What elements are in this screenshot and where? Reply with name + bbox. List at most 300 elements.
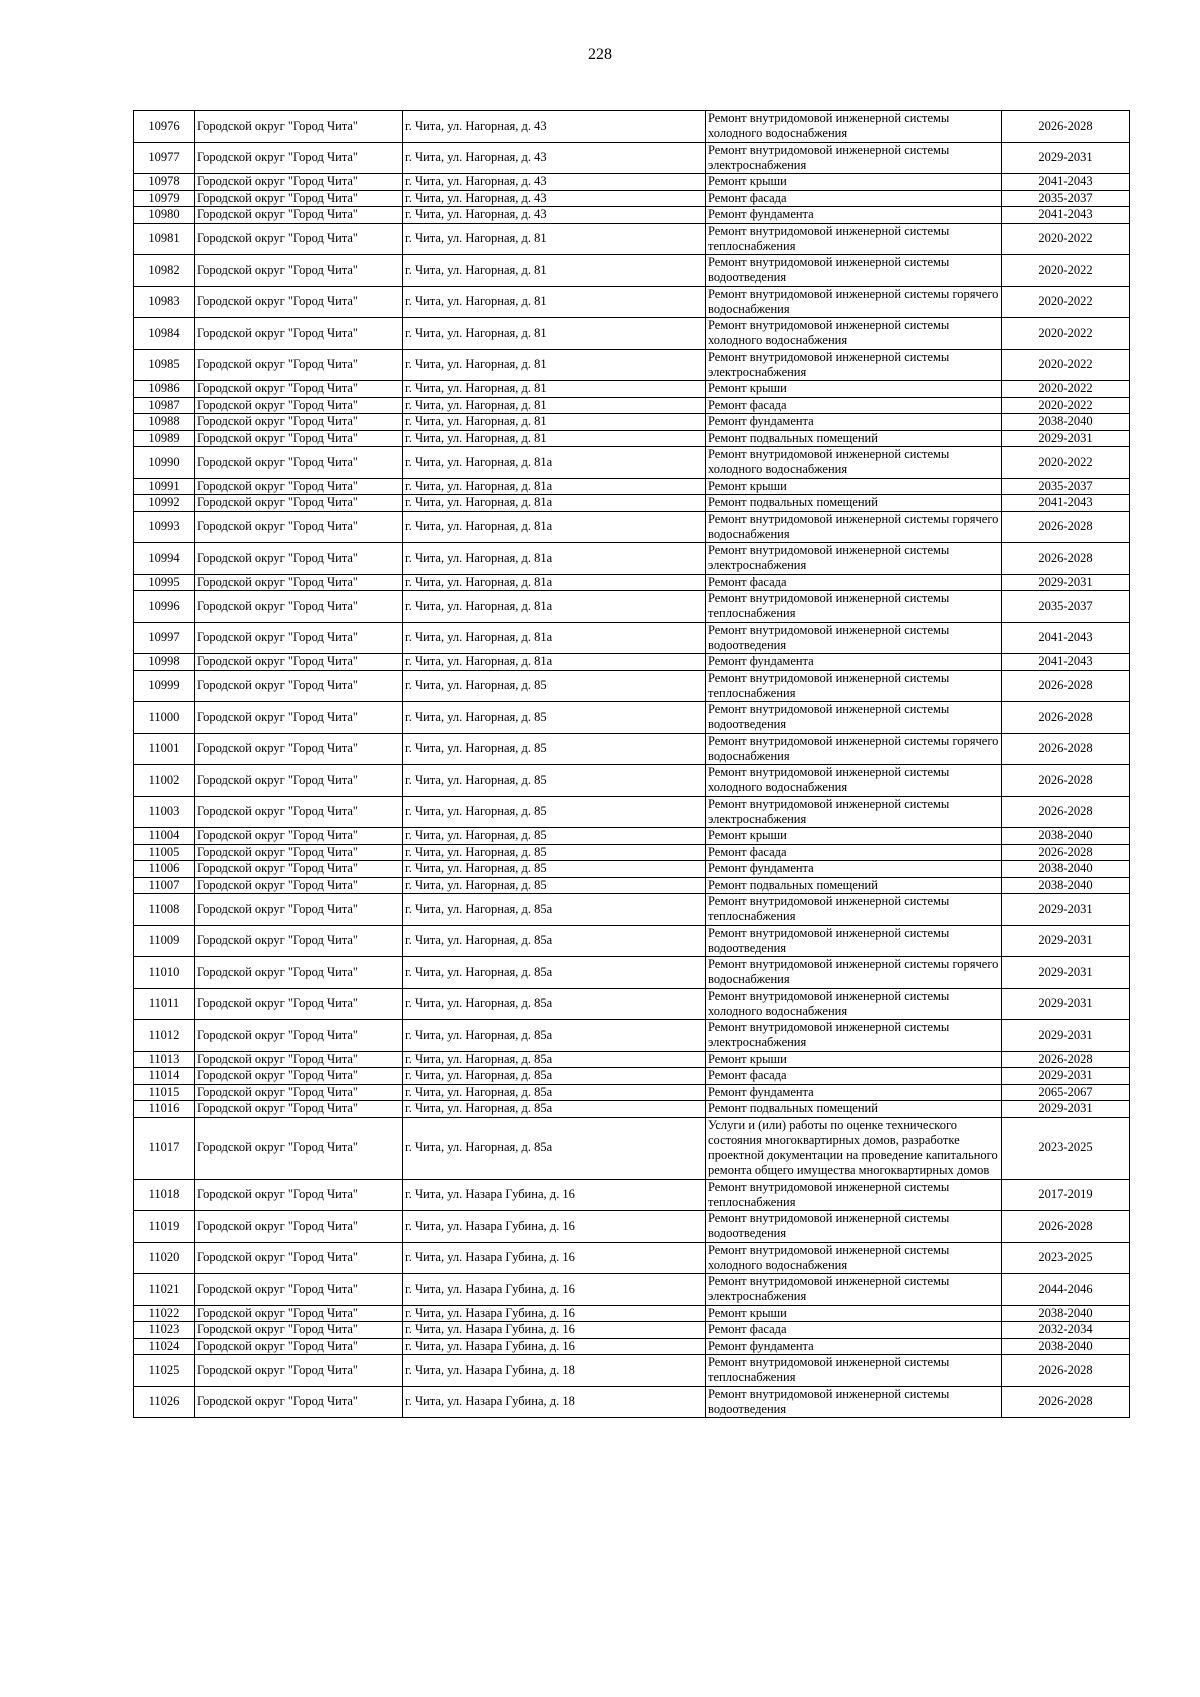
address-cell: г. Чита, ул. Нагорная, д. 85 [403,765,706,797]
period-cell: 2065-2067 [1002,1084,1130,1101]
row-number-cell: 10996 [134,591,195,623]
address-cell: г. Чита, ул. Нагорная, д. 81а [403,511,706,543]
municipality-cell: Городской округ "Город Чита" [195,1179,403,1211]
table-row [134,478,1130,495]
municipality-cell: Городской округ "Город Чита" [195,1242,403,1274]
address-cell: г. Чита, ул. Нагорная, д. 81а [403,622,706,654]
municipality-cell: Городской округ "Город Чита" [195,397,403,414]
work-type-cell: Ремонт внутридомовой инженерной системы теплоснабжения [706,1355,1002,1387]
municipality-cell: Городской округ "Город Чита" [195,670,403,702]
address-cell: г. Чита, ул. Нагорная, д. 81 [403,286,706,318]
work-type-cell: Ремонт внутридомовой инженерной системы электроснабжения [706,796,1002,828]
row-number-cell: 11011 [134,988,195,1020]
municipality-cell: Городской округ "Город Чита" [195,511,403,543]
municipality-cell: Городской округ "Город Чита" [195,828,403,845]
address-cell: г. Чита, ул. Нагорная, д. 85 [403,796,706,828]
work-type-cell: Ремонт внутридомовой инженерной системы водоотведения [706,622,1002,654]
table-row [134,543,1130,575]
period-cell: 2029-2031 [1002,142,1130,174]
row-number-cell: 10976 [134,111,195,143]
table-row [134,1211,1130,1243]
table-row [134,877,1130,894]
municipality-cell: Городской округ "Город Чита" [195,1051,403,1068]
row-number-cell: 10980 [134,207,195,224]
period-cell: 2029-2031 [1002,957,1130,989]
row-number-cell: 10999 [134,670,195,702]
municipality-cell: Городской округ "Город Чита" [195,286,403,318]
period-cell: 2026-2028 [1002,1211,1130,1243]
work-type-cell: Ремонт фундамента [706,414,1002,431]
work-type-cell: Ремонт внутридомовой инженерной системы горячего водоснабжения [706,957,1002,989]
municipality-cell: Городской округ "Город Чита" [195,1355,403,1387]
row-number-cell: 10978 [134,174,195,191]
municipality-cell: Городской округ "Город Чита" [195,478,403,495]
period-cell: 2026-2028 [1002,702,1130,734]
row-number-cell: 11007 [134,877,195,894]
address-cell: г. Чита, ул. Нагорная, д. 43 [403,207,706,224]
work-type-cell: Ремонт фундамента [706,1338,1002,1355]
work-type-cell: Ремонт внутридомовой инженерной системы холодного водоснабжения [706,318,1002,350]
work-type-cell: Ремонт фасада [706,397,1002,414]
period-cell: 2035-2037 [1002,190,1130,207]
address-cell: г. Чита, ул. Нагорная, д. 85а [403,1101,706,1118]
row-number-cell: 10981 [134,223,195,255]
period-cell: 2020-2022 [1002,286,1130,318]
period-cell: 2029-2031 [1002,925,1130,957]
address-cell: г. Чита, ул. Нагорная, д. 85а [403,988,706,1020]
table-row [134,1068,1130,1085]
address-cell: г. Чита, ул. Нагорная, д. 85а [403,1020,706,1052]
table-row [134,1386,1130,1418]
address-cell: г. Чита, ул. Нагорная, д. 85 [403,670,706,702]
period-cell: 2044-2046 [1002,1274,1130,1306]
row-number-cell: 10986 [134,381,195,398]
table-body [134,111,1130,1418]
period-cell: 2020-2022 [1002,349,1130,381]
municipality-cell: Городской округ "Город Чита" [195,1322,403,1339]
table-row [134,1355,1130,1387]
address-cell: г. Чита, ул. Нагорная, д. 81 [403,397,706,414]
table-row [134,654,1130,671]
period-cell: 2020-2022 [1002,255,1130,287]
page-number: 228 [588,46,612,63]
address-cell: г. Чита, ул. Назара Губина, д. 16 [403,1242,706,1274]
row-number-cell: 11017 [134,1117,195,1179]
period-cell: 2020-2022 [1002,381,1130,398]
work-type-cell: Ремонт внутридомовой инженерной системы водоотведения [706,1386,1002,1418]
period-cell: 2026-2028 [1002,670,1130,702]
table-row [134,844,1130,861]
work-type-cell: Ремонт внутридомовой инженерной системы горячего водоснабжения [706,733,1002,765]
address-cell: г. Чита, ул. Нагорная, д. 81а [403,447,706,479]
address-cell: г. Чита, ул. Назара Губина, д. 16 [403,1274,706,1306]
municipality-cell: Городской округ "Город Чита" [195,207,403,224]
row-number-cell: 10985 [134,349,195,381]
table-row [134,796,1130,828]
municipality-cell: Городской округ "Город Чита" [195,574,403,591]
period-cell: 2035-2037 [1002,478,1130,495]
row-number-cell: 11004 [134,828,195,845]
table-row [134,142,1130,174]
address-cell: г. Чита, ул. Нагорная, д. 81а [403,591,706,623]
row-number-cell: 11026 [134,1386,195,1418]
period-cell: 2023-2025 [1002,1242,1130,1274]
address-cell: г. Чита, ул. Нагорная, д. 85 [403,861,706,878]
municipality-cell: Городской округ "Город Чита" [195,844,403,861]
row-number-cell: 10982 [134,255,195,287]
table-row [134,1322,1130,1339]
table-row [134,591,1130,623]
period-cell: 2029-2031 [1002,430,1130,447]
table-row [134,447,1130,479]
municipality-cell: Городской округ "Город Чита" [195,1084,403,1101]
municipality-cell: Городской округ "Город Чита" [195,1338,403,1355]
period-cell: 2038-2040 [1002,1305,1130,1322]
table-row [134,223,1130,255]
work-type-cell: Ремонт крыши [706,478,1002,495]
work-type-cell: Ремонт подвальных помещений [706,495,1002,512]
work-type-cell: Ремонт внутридомовой инженерной системы электроснабжения [706,349,1002,381]
period-cell: 2026-2028 [1002,511,1130,543]
table-row [134,861,1130,878]
address-cell: г. Чита, ул. Нагорная, д. 85а [403,1068,706,1085]
municipality-cell: Городской округ "Город Чита" [195,796,403,828]
table-row [134,255,1130,287]
address-cell: г. Чита, ул. Нагорная, д. 85 [403,828,706,845]
municipality-cell: Городской округ "Город Чита" [195,414,403,431]
table-row [134,1117,1130,1179]
table-row [134,1020,1130,1052]
period-cell: 2020-2022 [1002,223,1130,255]
table-row [134,1305,1130,1322]
work-type-cell: Ремонт внутридомовой инженерной системы холодного водоснабжения [706,447,1002,479]
row-number-cell: 11012 [134,1020,195,1052]
row-number-cell: 11023 [134,1322,195,1339]
municipality-cell: Городской округ "Город Чита" [195,430,403,447]
row-number-cell: 10983 [134,286,195,318]
period-cell: 2038-2040 [1002,1338,1130,1355]
address-cell: г. Чита, ул. Нагорная, д. 43 [403,142,706,174]
work-type-cell: Услуги и (или) работы по оценке технического состояния многоквартирных домов, разработке проектной документации на проведение капитального ремонта общего имущества многоквартирных домов [706,1117,1002,1179]
municipality-cell: Городской округ "Город Чита" [195,381,403,398]
work-type-cell: Ремонт крыши [706,1051,1002,1068]
address-cell: г. Чита, ул. Нагорная, д. 85а [403,894,706,926]
table-row [134,111,1130,143]
period-cell: 2026-2028 [1002,733,1130,765]
table-row [134,702,1130,734]
work-type-cell: Ремонт подвальных помещений [706,1101,1002,1118]
period-cell: 2041-2043 [1002,622,1130,654]
work-type-cell: Ремонт внутридомовой инженерной системы холодного водоснабжения [706,765,1002,797]
period-cell: 2029-2031 [1002,1101,1130,1118]
address-cell: г. Чита, ул. Нагорная, д. 81а [403,654,706,671]
address-cell: г. Чита, ул. Назара Губина, д. 16 [403,1211,706,1243]
period-cell: 2041-2043 [1002,495,1130,512]
work-type-cell: Ремонт внутридомовой инженерной системы водоотведения [706,702,1002,734]
municipality-cell: Городской округ "Город Чита" [195,174,403,191]
address-cell: г. Чита, ул. Нагорная, д. 81а [403,574,706,591]
table-row [134,318,1130,350]
row-number-cell: 11019 [134,1211,195,1243]
address-cell: г. Чита, ул. Нагорная, д. 85 [403,702,706,734]
row-number-cell: 11022 [134,1305,195,1322]
work-type-cell: Ремонт внутридомовой инженерной системы холодного водоснабжения [706,1242,1002,1274]
address-cell: г. Чита, ул. Нагорная, д. 85а [403,957,706,989]
work-type-cell: Ремонт внутридомовой инженерной системы водоотведения [706,925,1002,957]
row-number-cell: 10989 [134,430,195,447]
table-row [134,1101,1130,1118]
period-cell: 2038-2040 [1002,861,1130,878]
period-cell: 2029-2031 [1002,574,1130,591]
municipality-cell: Городской округ "Город Чита" [195,1386,403,1418]
municipality-cell: Городской округ "Город Чита" [195,1305,403,1322]
municipality-cell: Городской округ "Город Чита" [195,142,403,174]
row-number-cell: 11024 [134,1338,195,1355]
table-row [134,1051,1130,1068]
work-type-cell: Ремонт внутридомовой инженерной системы электроснабжения [706,543,1002,575]
row-number-cell: 11015 [134,1084,195,1101]
row-number-cell: 10993 [134,511,195,543]
municipality-cell: Городской округ "Город Чита" [195,877,403,894]
address-cell: г. Чита, ул. Нагорная, д. 81а [403,478,706,495]
row-number-cell: 11021 [134,1274,195,1306]
municipality-cell: Городской округ "Город Чита" [195,447,403,479]
work-type-cell: Ремонт фундамента [706,654,1002,671]
period-cell: 2041-2043 [1002,654,1130,671]
work-type-cell: Ремонт фасада [706,574,1002,591]
municipality-cell: Городской округ "Город Чита" [195,957,403,989]
table-row [134,1338,1130,1355]
work-type-cell: Ремонт фундамента [706,1084,1002,1101]
address-cell: г. Чита, ул. Нагорная, д. 81 [403,318,706,350]
period-cell: 2029-2031 [1002,988,1130,1020]
row-number-cell: 11002 [134,765,195,797]
period-cell: 2026-2028 [1002,1355,1130,1387]
row-number-cell: 10984 [134,318,195,350]
table-row [134,670,1130,702]
table-row [134,190,1130,207]
municipality-cell: Городской округ "Город Чита" [195,654,403,671]
period-cell: 2038-2040 [1002,414,1130,431]
table-row [134,733,1130,765]
table-row [134,207,1130,224]
table-row [134,1084,1130,1101]
row-number-cell: 10995 [134,574,195,591]
municipality-cell: Городской округ "Город Чита" [195,1068,403,1085]
period-cell: 2026-2028 [1002,1051,1130,1068]
work-type-cell: Ремонт внутридомовой инженерной системы водоотведения [706,1211,1002,1243]
table-row [134,349,1130,381]
address-cell: г. Чита, ул. Нагорная, д. 81 [403,349,706,381]
address-cell: г. Чита, ул. Нагорная, д. 81 [403,223,706,255]
address-cell: г. Чита, ул. Нагорная, д. 43 [403,190,706,207]
work-type-cell: Ремонт внутридомовой инженерной системы теплоснабжения [706,591,1002,623]
period-cell: 2026-2028 [1002,765,1130,797]
row-number-cell: 10998 [134,654,195,671]
table-row [134,511,1130,543]
row-number-cell: 10994 [134,543,195,575]
work-type-cell: Ремонт фасада [706,190,1002,207]
address-cell: г. Чита, ул. Нагорная, д. 81 [403,255,706,287]
municipality-cell: Городской округ "Город Чита" [195,733,403,765]
address-cell: г. Чита, ул. Нагорная, д. 85а [403,1117,706,1179]
table-row [134,574,1130,591]
period-cell: 2026-2028 [1002,543,1130,575]
work-type-cell: Ремонт внутридомовой инженерной системы теплоснабжения [706,223,1002,255]
address-cell: г. Чита, ул. Назара Губина, д. 16 [403,1322,706,1339]
period-cell: 2038-2040 [1002,877,1130,894]
row-number-cell: 11014 [134,1068,195,1085]
table-row [134,828,1130,845]
address-cell: г. Чита, ул. Назара Губина, д. 18 [403,1355,706,1387]
row-number-cell: 10977 [134,142,195,174]
period-cell: 2023-2025 [1002,1117,1130,1179]
address-cell: г. Чита, ул. Нагорная, д. 43 [403,174,706,191]
work-type-cell: Ремонт внутридомовой инженерной системы водоотведения [706,255,1002,287]
table-row [134,430,1130,447]
table-row [134,495,1130,512]
table-row [134,381,1130,398]
municipality-cell: Городской округ "Город Чита" [195,1101,403,1118]
address-cell: г. Чита, ул. Назара Губина, д. 16 [403,1338,706,1355]
table-row [134,622,1130,654]
table-row [134,1274,1130,1306]
work-type-cell: Ремонт внутридомовой инженерной системы электроснабжения [706,142,1002,174]
row-number-cell: 11008 [134,894,195,926]
municipality-cell: Городской округ "Город Чита" [195,765,403,797]
municipality-cell: Городской округ "Город Чита" [195,702,403,734]
work-type-cell: Ремонт крыши [706,1305,1002,1322]
row-number-cell: 10979 [134,190,195,207]
row-number-cell: 11025 [134,1355,195,1387]
period-cell: 2029-2031 [1002,894,1130,926]
period-cell: 2026-2028 [1002,1386,1130,1418]
municipality-cell: Городской округ "Город Чита" [195,543,403,575]
work-type-cell: Ремонт подвальных помещений [706,877,1002,894]
address-cell: г. Чита, ул. Нагорная, д. 85 [403,877,706,894]
row-number-cell: 10991 [134,478,195,495]
table-row [134,286,1130,318]
table-row [134,957,1130,989]
period-cell: 2038-2040 [1002,828,1130,845]
municipality-cell: Городской округ "Город Чита" [195,495,403,512]
municipality-cell: Городской округ "Город Чита" [195,349,403,381]
municipality-cell: Городской округ "Город Чита" [195,988,403,1020]
municipality-cell: Городской округ "Город Чита" [195,1020,403,1052]
table-row [134,765,1130,797]
municipality-cell: Городской округ "Город Чита" [195,223,403,255]
row-number-cell: 11006 [134,861,195,878]
table-row [134,894,1130,926]
address-cell: г. Чита, ул. Нагорная, д. 81 [403,430,706,447]
municipality-cell: Городской округ "Город Чита" [195,111,403,143]
row-number-cell: 10992 [134,495,195,512]
table-row [134,174,1130,191]
address-cell: г. Чита, ул. Назара Губина, д. 18 [403,1386,706,1418]
address-cell: г. Чита, ул. Нагорная, д. 81 [403,414,706,431]
work-type-cell: Ремонт крыши [706,828,1002,845]
work-type-cell: Ремонт фасада [706,844,1002,861]
period-cell: 2032-2034 [1002,1322,1130,1339]
work-type-cell: Ремонт внутридомовой инженерной системы холодного водоснабжения [706,111,1002,143]
period-cell: 2041-2043 [1002,174,1130,191]
row-number-cell: 10997 [134,622,195,654]
row-number-cell: 11020 [134,1242,195,1274]
work-type-cell: Ремонт внутридомовой инженерной системы теплоснабжения [706,670,1002,702]
work-type-cell: Ремонт крыши [706,174,1002,191]
address-cell: г. Чита, ул. Назара Губина, д. 16 [403,1179,706,1211]
address-cell: г. Чита, ул. Нагорная, д. 85а [403,925,706,957]
work-type-cell: Ремонт внутридомовой инженерной системы холодного водоснабжения [706,988,1002,1020]
row-number-cell: 11013 [134,1051,195,1068]
municipality-cell: Городской округ "Город Чита" [195,255,403,287]
period-cell: 2029-2031 [1002,1068,1130,1085]
work-type-cell: Ремонт внутридомовой инженерной системы горячего водоснабжения [706,511,1002,543]
municipality-cell: Городской округ "Город Чита" [195,925,403,957]
period-cell: 2020-2022 [1002,397,1130,414]
table-row [134,988,1130,1020]
row-number-cell: 11018 [134,1179,195,1211]
row-number-cell: 11000 [134,702,195,734]
row-number-cell: 11001 [134,733,195,765]
table-row [134,414,1130,431]
municipality-cell: Городской округ "Город Чита" [195,591,403,623]
work-type-cell: Ремонт внутридомовой инженерной системы электроснабжения [706,1274,1002,1306]
address-cell: г. Чита, ул. Нагорная, д. 85 [403,844,706,861]
row-number-cell: 10987 [134,397,195,414]
municipality-cell: Городской округ "Город Чита" [195,1211,403,1243]
row-number-cell: 10990 [134,447,195,479]
municipality-cell: Городской округ "Город Чита" [195,894,403,926]
work-type-cell: Ремонт внутридомовой инженерной системы электроснабжения [706,1020,1002,1052]
table-row [134,1242,1130,1274]
period-cell: 2026-2028 [1002,796,1130,828]
municipality-cell: Городской округ "Город Чита" [195,1274,403,1306]
address-cell: г. Чита, ул. Нагорная, д. 81 [403,381,706,398]
table-row [134,1179,1130,1211]
work-type-cell: Ремонт крыши [706,381,1002,398]
address-cell: г. Чита, ул. Нагорная, д. 85а [403,1051,706,1068]
address-cell: г. Чита, ул. Нагорная, д. 85 [403,733,706,765]
address-cell: г. Чита, ул. Нагорная, д. 81а [403,495,706,512]
municipality-cell: Городской округ "Город Чита" [195,190,403,207]
work-type-cell: Ремонт внутридомовой инженерной системы горячего водоснабжения [706,286,1002,318]
row-number-cell: 11010 [134,957,195,989]
address-cell: г. Чита, ул. Нагорная, д. 43 [403,111,706,143]
address-cell: г. Чита, ул. Назара Губина, д. 16 [403,1305,706,1322]
period-cell: 2020-2022 [1002,447,1130,479]
municipality-cell: Городской округ "Город Чита" [195,1117,403,1179]
row-number-cell: 11009 [134,925,195,957]
work-type-cell: Ремонт подвальных помещений [706,430,1002,447]
row-number-cell: 11016 [134,1101,195,1118]
work-type-cell: Ремонт фасада [706,1322,1002,1339]
period-cell: 2026-2028 [1002,844,1130,861]
period-cell: 2035-2037 [1002,591,1130,623]
municipality-cell: Городской округ "Город Чита" [195,861,403,878]
period-cell: 2029-2031 [1002,1020,1130,1052]
work-type-cell: Ремонт фундамента [706,207,1002,224]
table-row [134,397,1130,414]
work-type-cell: Ремонт фасада [706,1068,1002,1085]
work-type-cell: Ремонт внутридомовой инженерной системы теплоснабжения [706,1179,1002,1211]
period-cell: 2026-2028 [1002,111,1130,143]
row-number-cell: 10988 [134,414,195,431]
period-cell: 2041-2043 [1002,207,1130,224]
work-type-cell: Ремонт внутридомовой инженерной системы теплоснабжения [706,894,1002,926]
table-row [134,925,1130,957]
period-cell: 2017-2019 [1002,1179,1130,1211]
